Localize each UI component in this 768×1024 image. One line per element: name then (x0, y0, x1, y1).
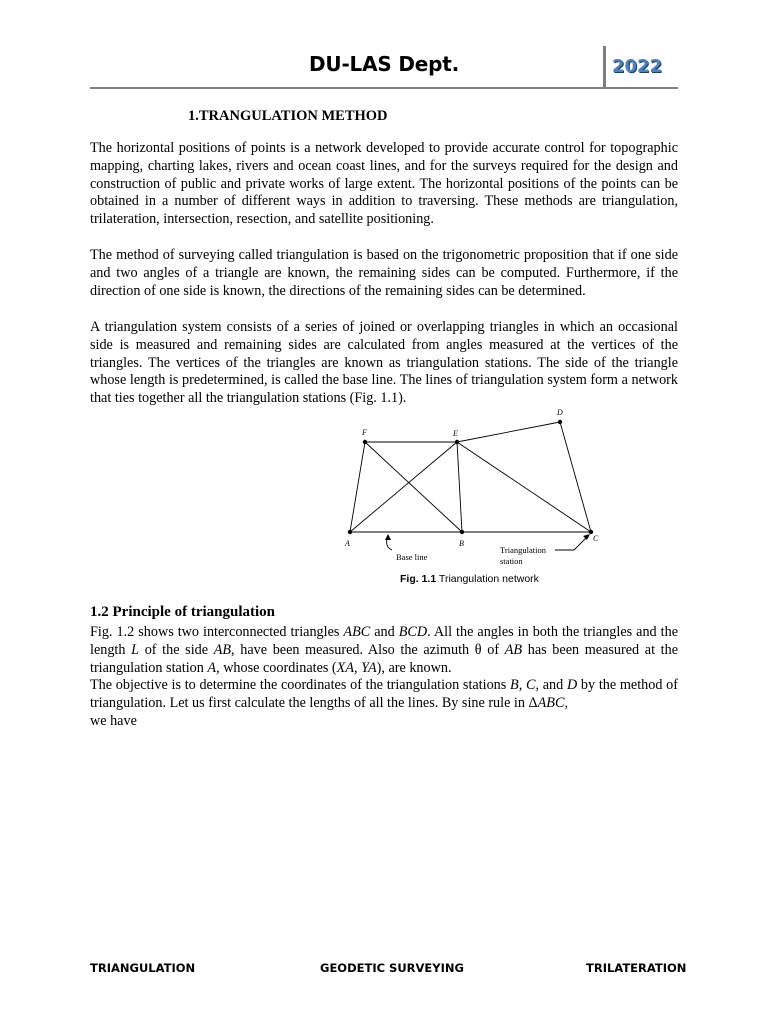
line-ec (457, 442, 591, 532)
label-e: E (453, 429, 458, 438)
paragraph-3: A triangulation system consists of a series of joined or overlapping triangles in which an occasional side is measured and remaining sides are calculated from angles measured at the vertices of the triangles. The vertices of the triangles are known as triangulation stations. The side of the triangle whose length is predetermined, is called the base line. The lines of triangulation system form a network that ties together all the triangulation stations (Fig. 1.1). (90, 319, 678, 407)
label-a: A (345, 539, 350, 548)
label-b: B (459, 539, 464, 548)
footer-center: GEODETIC SURVEYING (320, 961, 464, 975)
base-line-label: Base line (396, 552, 428, 562)
arrow-head-station (583, 534, 590, 540)
section-title: 1.TRANGULATION METHOD (188, 108, 388, 124)
station-label-line-2: station (500, 556, 523, 566)
line-ae (350, 442, 457, 532)
station-b (460, 530, 464, 534)
paragraph-1: The horizontal positions of points is a network developed to provide accurate control for topographic mapping, charting lakes, rivers and ocean coast lines, and for the surveys required for the design and construction of public and private works of large extent. The horizontal positions of the points can be obtained in a number of different ways in addition to traversing. These methods are triangulation, trilateration, intersection, resection, and satellite positioning. (90, 140, 678, 228)
header-rule (90, 87, 678, 89)
station-e (455, 440, 459, 444)
line-fb (365, 442, 462, 532)
station-a (348, 530, 352, 534)
footer-right: TRILATERATION (586, 961, 687, 975)
subsection-title: 1.2 Principle of triangulation (90, 604, 275, 620)
header-divider (603, 46, 606, 88)
paragraph-2: The method of surveying called triangulation is based on the trigonometric proposition that if one side and two angles of a triangle are known, the remaining sides can be computed. Furthermore, if the direction of one side is known, the directions of the remaining sides can be determined. (90, 247, 678, 299)
line-eb (457, 442, 462, 532)
header-year: 2022 (612, 56, 663, 77)
principle-paragraph: Fig. 1.2 shows two interconnected triangles ABC and BCD. All the angles in both the triangles and the length L of the side AB, have been measured. Also the azimuth θ of AB has been measured at the triangulation station A, whose coordinates (XA, YA), are known. The objective is to determine the coordinates of the triangulation stations B, C, and D by the method of triangulation. Let us first calculate the lengths of all the lines. By sine rule in ΔABC, we have (90, 624, 679, 729)
label-d: D (557, 408, 563, 417)
footer-left: TRIANGULATION (90, 961, 196, 975)
station-d (558, 420, 562, 424)
figure-caption-number: Fig. 1.1 (400, 573, 437, 585)
label-f: F (362, 428, 367, 437)
header-title: DU-LAS Dept. (309, 52, 459, 76)
line-ed (457, 422, 560, 442)
label-c: C (593, 534, 599, 543)
station-label-line-1: Triangulation (500, 545, 546, 555)
station-f (363, 440, 367, 444)
line-af (350, 442, 365, 532)
figure-caption-text: Triangulation network (438, 573, 539, 585)
figure-caption (400, 573, 539, 585)
arrow-head-base (385, 534, 391, 540)
station-pointer (555, 536, 588, 550)
line-dc (560, 422, 591, 532)
triangulation-network-figure (330, 405, 610, 570)
